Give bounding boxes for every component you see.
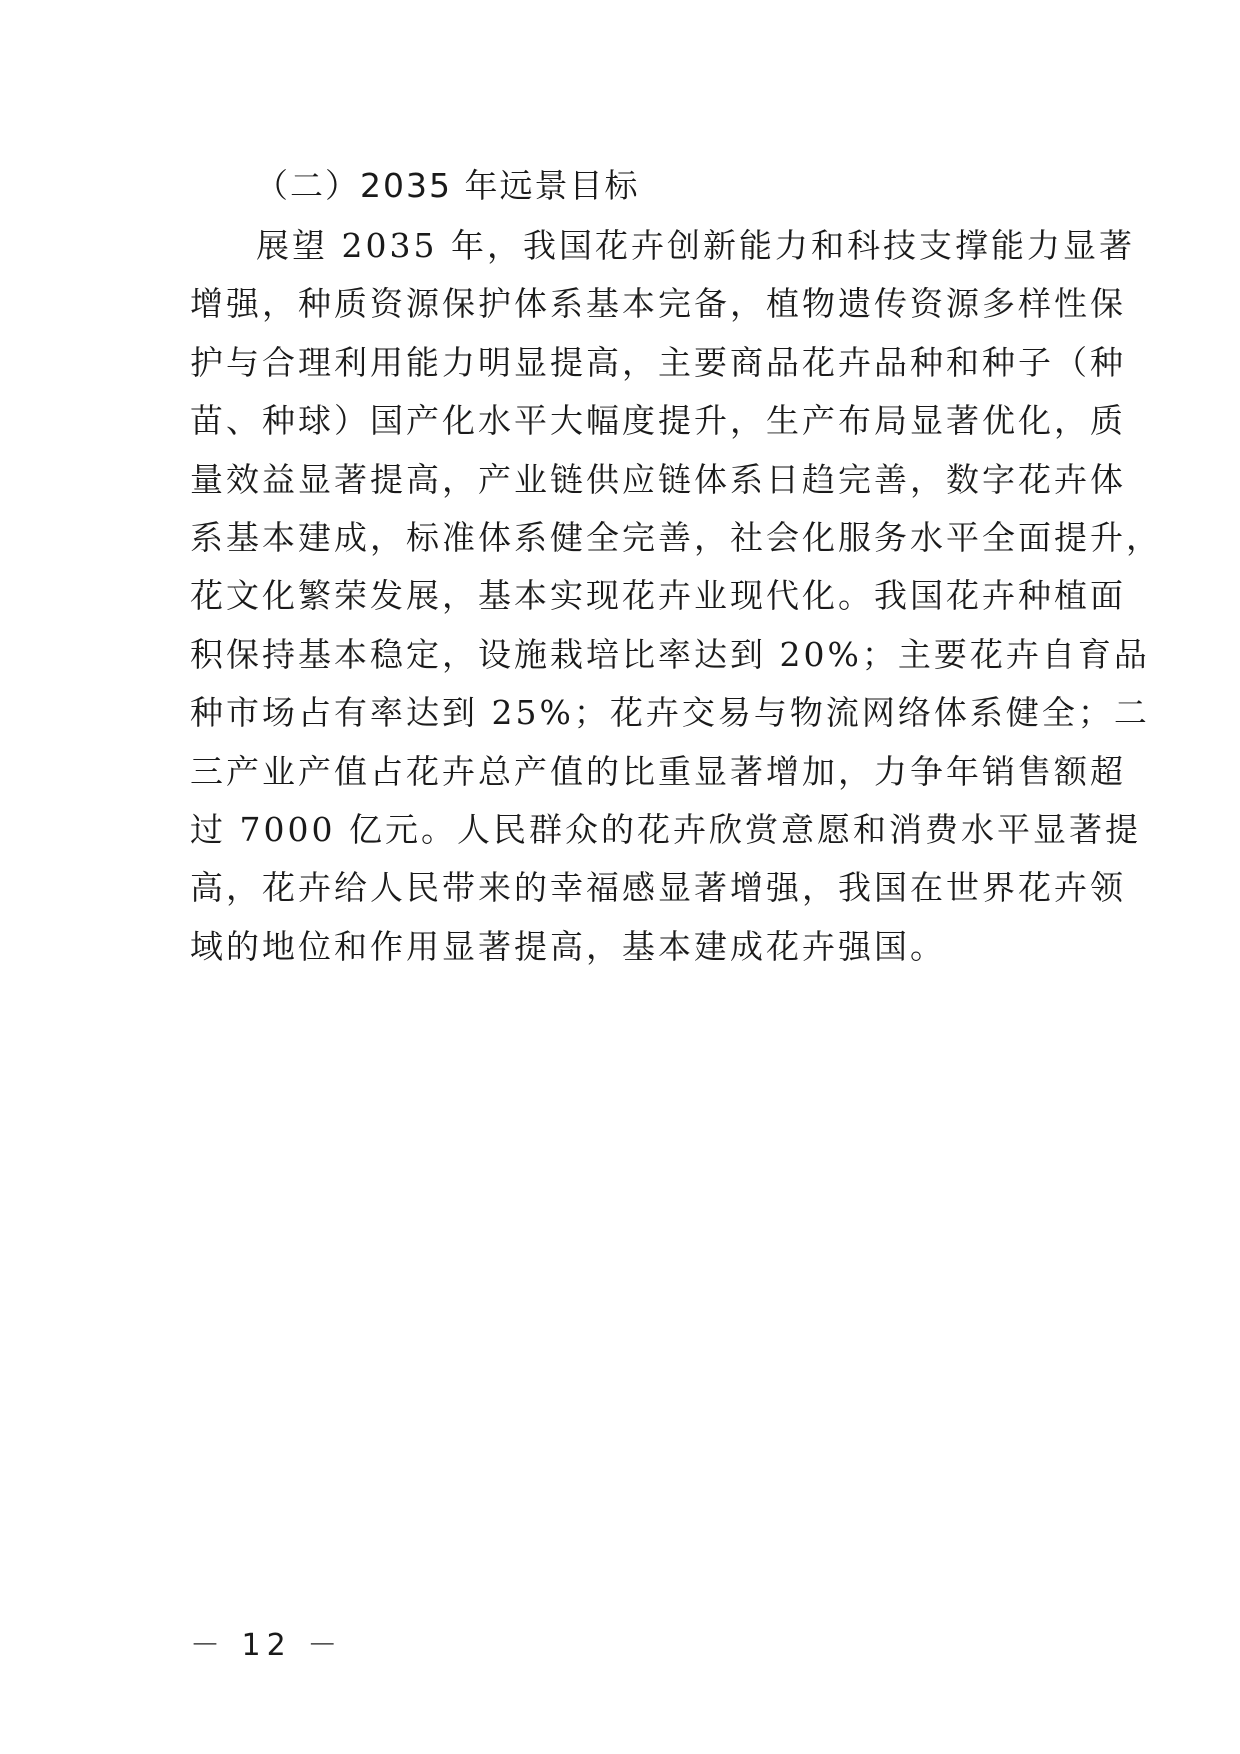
paragraph-line: 量效益显著提高，产业链供应链体系日趋完善，数字花卉体 xyxy=(190,459,1126,499)
paragraph-line: 域的地位和作用显著提高，基本建成花卉强国。 xyxy=(190,926,946,966)
section-heading: （二）2035 年远景目标 xyxy=(255,166,640,205)
paragraph-line: 积保持基本稳定，设施栽培比率达到 20%；主要花卉自育品 xyxy=(190,634,1150,674)
paragraph-line: 种市场占有率达到 25%；花卉交易与物流网络体系健全；二 xyxy=(190,693,1150,733)
paragraph-line: 系基本建成，标准体系健全完善，社会化服务水平全面提升， xyxy=(190,517,1162,557)
paragraph-line: 过 7000 亿元。人民群众的花卉欣赏意愿和消费水平显著提 xyxy=(190,809,1141,849)
paragraph-line: 三产业产值占花卉总产值的比重显著增加，力争年销售额超 xyxy=(190,751,1126,791)
page-number: － 12 － xyxy=(190,1628,344,1663)
paragraph-line: 苗、种球）国产化水平大幅度提升，生产布局显著优化，质 xyxy=(190,401,1126,441)
paragraph-line: 展望 2035 年，我国花卉创新能力和科技支撑能力显著 xyxy=(256,226,1135,265)
paragraph-line: 增强，种质资源保护体系基本完备，植物遗传资源多样性保 xyxy=(190,284,1126,324)
paragraph-line: 高，花卉给人民带来的幸福感显著增强，我国在世界花卉领 xyxy=(190,868,1126,908)
body-paragraph xyxy=(190,217,1162,976)
paragraph-line: 花文化繁荣发展，基本实现花卉业现代化。我国花卉种植面 xyxy=(190,576,1126,616)
paragraph-line: 护与合理利用能力明显提高，主要商品花卉品种和种子（种 xyxy=(190,342,1126,382)
